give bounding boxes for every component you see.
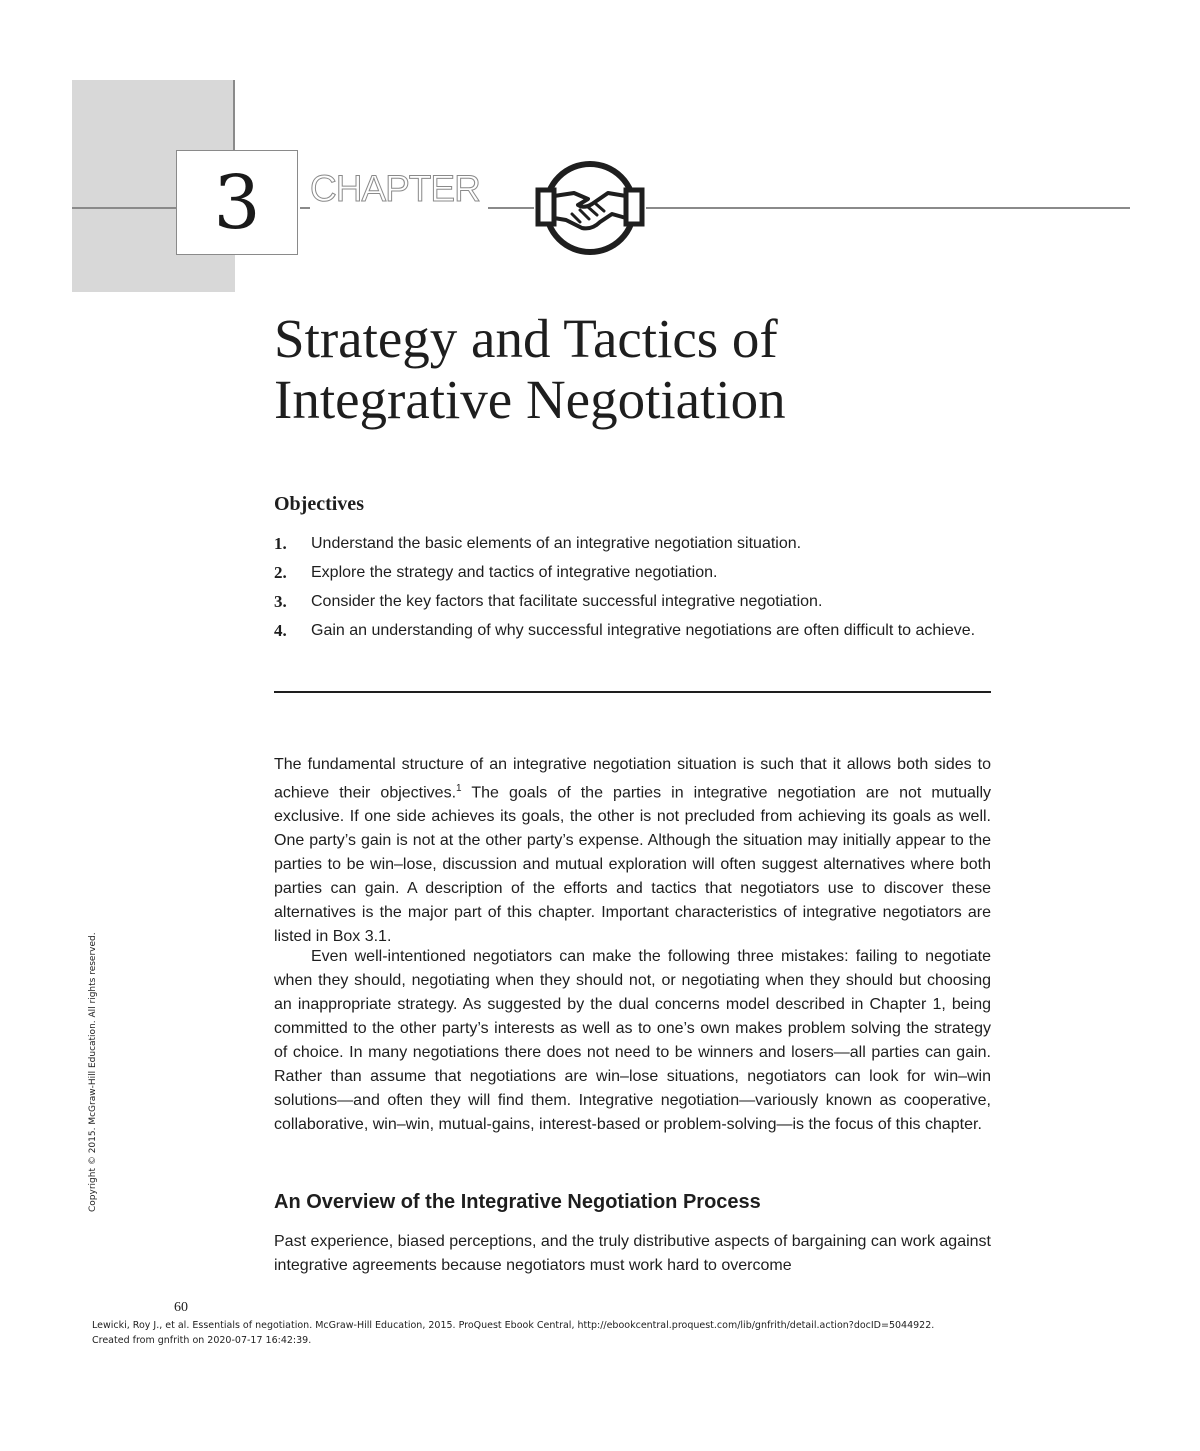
overview-paragraph: Past experience, biased perceptions, and the truly distributive aspects of bargaining can work against integrative agreements because negotiators must work hard to overcome xyxy=(274,1233,991,1274)
objectives-divider xyxy=(274,691,991,693)
created-line: Created from gnfrith on 2020-07-17 16:42:39. xyxy=(92,1335,312,1346)
chapter-block-rule xyxy=(233,80,235,150)
objectives-heading: Objectives xyxy=(274,493,364,515)
chapter-title xyxy=(274,308,786,430)
handshake-icon xyxy=(532,160,648,256)
intro-text-a: The fundamental structure of an integrative negotiation situation is such that it allows both sides to achieve their objectives. xyxy=(274,756,991,802)
chapter-label: CHAPTER xyxy=(310,168,488,210)
objective-number: 4. xyxy=(274,621,287,640)
objective-item xyxy=(274,619,994,643)
page-number: 60 xyxy=(174,1300,188,1315)
intro-text-b: The goals of the parties in integrative negotiation are not mutually exclusive. If one side achieves its goals, the other is not precluded from achieving its goals as well. One party’s gain is not at the other party’s expense. Although the situation may initially appear to the parties to be win–lose, discussion and mutual exploration will often suggest alternatives where both parties can gain. A description of the efforts and tactics that negotiators use to discover these alternatives is the major part of this chapter. Important characteristics of integrative negotiators are listed in Box 3.1. xyxy=(274,784,991,946)
footnote-ref[interactable]: 1 xyxy=(456,783,462,794)
citation xyxy=(92,1318,1132,1348)
objectives-list xyxy=(274,532,994,648)
chapter-title-line2: Integrative Negotiation xyxy=(274,369,786,430)
objective-item xyxy=(274,532,994,556)
objective-text: Gain an understanding of why successful integrative negotiations are often difficult to achieve. xyxy=(311,622,976,639)
objective-text: Understand the basic elements of an integrative negotiation situation. xyxy=(311,535,802,552)
objective-number: 1. xyxy=(274,534,287,553)
section-heading: An Overview of the Integrative Negotiation Process xyxy=(274,1191,761,1213)
objective-text: Explore the strategy and tactics of integrative negotiation. xyxy=(311,564,718,581)
objective-item xyxy=(274,561,994,585)
mistakes-paragraph: Even well-intentioned negotiators can make the following three mistakes: failing to negotiate when they should, negotiating when they should not, or negotiating when they should but choosing an inappropriate strategy. As suggested by the dual concerns model described in Chapter 1, being committed to the other party’s interests as well as to one’s own makes problem solving the strategy of choice. In many negotiations there does not need to be winners and losers—all parties can gain. Rather than assume that negotiations are win–lose situations, negotiators can look for win–win solutions—and often they will find them. Integrative negotiation—variously known as cooperative, collaborative, win–win, mutual-gains, interest-based or problem-solving—is the focus of this chapter. xyxy=(274,948,991,1133)
chapter-title-line1: Strategy and Tactics of xyxy=(274,308,778,369)
intro-paragraph xyxy=(274,753,991,949)
objective-number: 2. xyxy=(274,563,287,582)
objective-text: Consider the key factors that facilitate successful integrative negotiation. xyxy=(311,593,823,610)
objective-item xyxy=(274,590,994,614)
objective-number: 3. xyxy=(274,592,287,611)
citation-line: Lewicki, Roy J., et al. Essentials of negotiation. McGraw-Hill Education, 2015. ProQuest Ebook Central, http://ebookcentral.proquest.com/lib/gnfrith/detail.action?docID=5044922. xyxy=(92,1320,935,1331)
chapter-number: 3 xyxy=(176,150,298,255)
chapter-rule-left xyxy=(72,207,177,209)
copyright-notice: Copyright © 2015. McGraw-Hill Education. All rights reserved. xyxy=(88,932,98,1212)
